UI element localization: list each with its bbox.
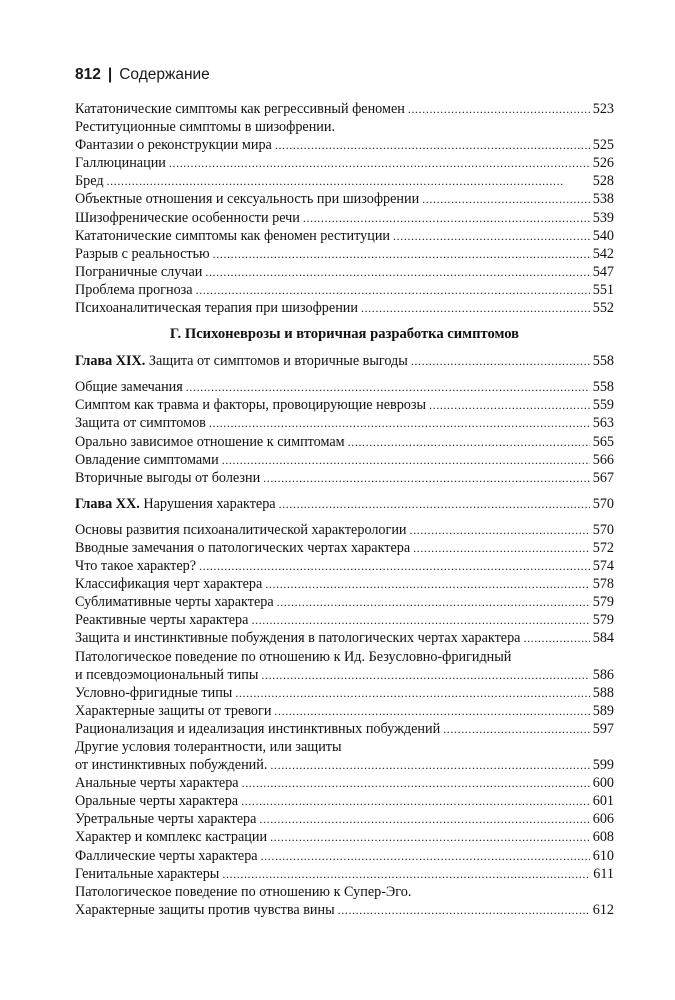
toc-entry: Шизофренические особенности речи . . . 539 [75,209,614,227]
running-head-title: Содержание [119,66,210,83]
toc-entry: Симптом как травма и факторы, провоцирующие неврозы . . . 559 [75,396,614,414]
toc-entry: Генитальные характеры . . . 611 [75,865,614,883]
toc-entry: и псевдоэмоциональный типы . . . 586 [75,666,614,684]
chapter-page: 570 [592,495,614,512]
toc-entry: Характерные защиты от тревоги . . . 589 [75,702,614,720]
toc-entry: Уретральные черты характера . . . 606 [75,810,614,828]
toc-entry: Галлюцинации . . . 526 [75,154,614,172]
toc-entry: Кататонические симптомы как регрессивный феномен . . . 523 [75,100,614,118]
toc-entry: Патологическое поведение по отношению к Ид. Безусловно-фригидный [75,648,512,665]
toc-group-chapter-20 [75,521,614,919]
toc-entry: Характерные защиты против чувства вины . . . 612 [75,901,614,919]
toc-entry: Психоаналитическая терапия при шизофрении . . . 552 [75,299,614,317]
toc-entry: Общие замечания . . . 558 [75,378,614,396]
running-head [75,66,210,84]
toc-entry: Классификация черт характера . . . 578 [75,575,614,593]
toc-entry: Анальные черты характера . . . 600 [75,774,614,792]
toc-entry: Реактивные черты характера . . . 579 [75,611,614,629]
toc-entry: Вторичные выгоды от болезни . . . 567 [75,469,614,487]
toc-entry: Условно-фригидные типы . . . 588 [75,684,614,702]
toc-entry: Проблема прогноза . . . 551 [75,281,614,299]
toc-entry: Бред . . . 528 [75,172,614,190]
toc-entry: Патологическое поведение по отношению к Супер-Эго. [75,883,412,900]
chapter-entry [75,495,614,513]
page-number: 812 [75,66,101,83]
toc-entry: Рационализация и идеализация инстинктивных побуждений . . . 597 [75,720,614,738]
chapter-label: Глава XX. [75,495,140,512]
toc-entry: Пограничные случаи . . . 547 [75,263,614,281]
toc-entry: Реституционные симптомы в шизофрении. [75,119,336,136]
section-heading: Г. Психоневрозы и вторичная разработка симптомов [169,326,520,343]
toc-entry: Защита от симптомов . . . 563 [75,414,614,432]
toc-entry: Сублимативные черты характера . . . 579 [75,593,614,611]
toc-entry: Разрыв с реальностью . . . 542 [75,245,614,263]
chapter-page: 558 [592,353,614,370]
toc-entry: Защита и инстинктивные побуждения в патологических чертах характера . . . 584 [75,629,614,647]
toc-entry: Что такое характер? . . . 574 [75,557,614,575]
chapter-entry [75,352,614,370]
toc-entry: Основы развития психоаналитической характерологии . . . 570 [75,521,614,539]
toc-entry: Характер и комплекс кастрации . . . 608 [75,828,614,846]
chapter-title: Нарушения характера [143,495,276,512]
toc-entry: Другие условия толерантности, или защиты [75,739,342,755]
toc-entry: Кататонические симптомы как феномен реституции . . . 540 [75,227,614,245]
table-of-contents [75,100,614,919]
toc-entry: от инстинктивных побуждений. . . . 599 [75,756,614,774]
toc-entry: Оральные черты характера . . . 601 [75,792,614,810]
header-separator: | [107,66,113,83]
toc-entry: Овладение симптомами . . . 566 [75,451,614,469]
toc-entry: Орально зависимое отношение к симптомам . . . 565 [75,433,614,451]
toc-group-schizophrenia [75,100,614,317]
chapter-title: Защита от симптомов и вторичные выгоды [148,353,408,370]
toc-group-chapter-19 [75,378,614,487]
toc-entry: Фантазии о реконструкции мира . . . 525 [75,136,614,154]
toc-entry: Вводные замечания о патологических чертах характера . . . 572 [75,539,614,557]
toc-entry: Фаллические черты характера . . . 610 [75,847,614,865]
toc-entry: Объектные отношения и сексуальность при шизофрении . . . 538 [75,190,614,208]
chapter-label: Глава XIX. [75,353,146,370]
